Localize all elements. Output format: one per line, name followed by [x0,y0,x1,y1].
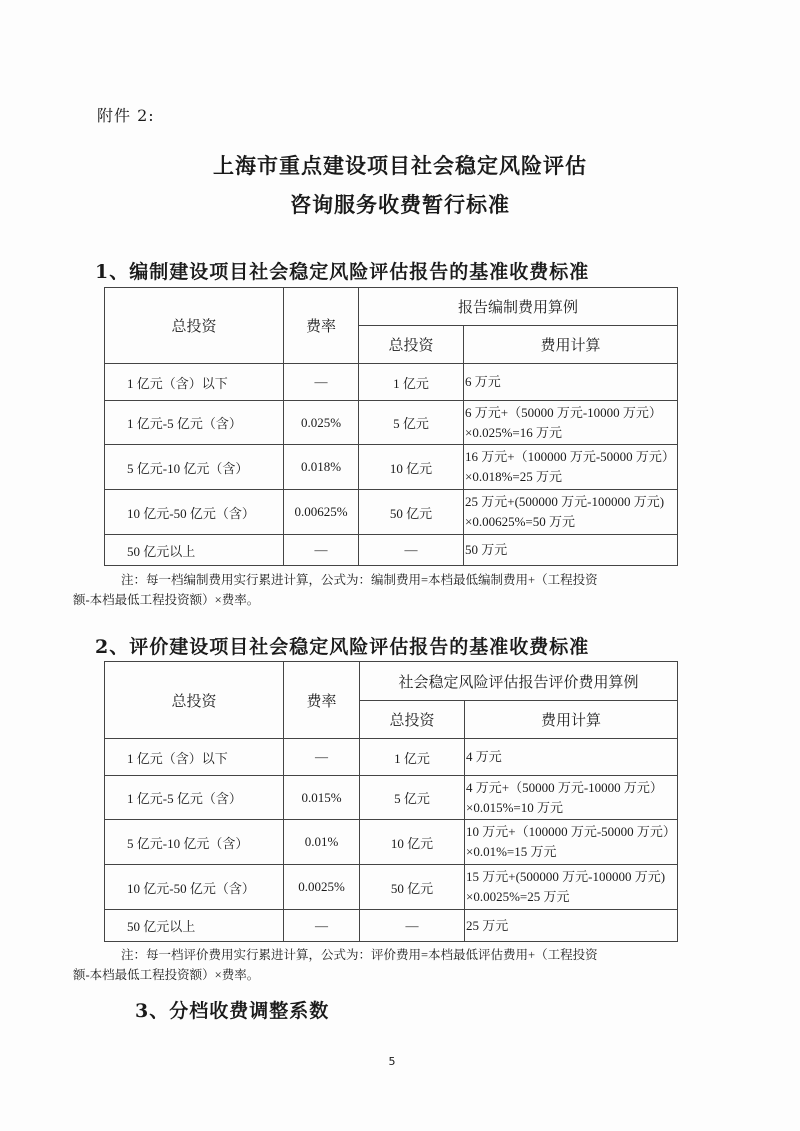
table-row [105,739,678,776]
calc-line2: ×0.00625%=50 万元 [465,514,575,529]
calc-line2: ×0.015%=10 万元 [466,799,563,815]
calc-line1: 15 万元+(500000 万元-100000 万元) [466,869,666,884]
cell-calc [464,445,678,490]
cell-range: 10 亿元-50 亿元（含） [105,490,284,535]
cell-rate: — [284,364,359,401]
cell-rate: — [284,535,359,566]
header-example-group: 报告编制费用算例 [359,288,678,326]
cell-rate: — [284,739,360,776]
cell-range: 50 亿元以上 [105,535,284,566]
header-example-calc: 费用计算 [464,326,678,364]
document-title-line1: 上海市重点建设项目社会稳定风险评估 [213,153,587,178]
cell-rate: 0.0025% [284,865,360,910]
section1-note [73,570,687,610]
table-row [105,865,678,910]
section3-heading: 3、分档收费调整系数 [135,1000,330,1022]
note-line2: 额-本档最低工程投资额）×费率。 [73,593,260,607]
cell-rate: 0.018% [284,445,359,490]
cell-example-investment: 1 亿元 [359,364,464,401]
cell-rate: 0.01% [284,820,360,865]
cell-range: 50 亿元以上 [105,910,284,942]
cell-range: 1 亿元-5 亿元（含） [105,401,284,445]
header-example-group: 社会稳定风险评估报告评价费用算例 [360,662,678,701]
cell-range: 1 亿元（含）以下 [105,364,284,401]
cell-example-investment: 50 亿元 [360,865,465,910]
table-row [105,535,678,566]
calc-line2: ×0.025%=16 万元 [465,424,562,440]
cell-calc [465,820,678,865]
header-rate: 费率 [284,288,359,364]
table-row [105,776,678,820]
cell-example-investment: 10 亿元 [359,445,464,490]
cell-example-investment: 10 亿元 [360,820,465,865]
section2-fee-table [104,661,678,942]
calc-line2: ×0.0025%=25 万元 [466,889,570,904]
cell-calc [465,865,678,910]
cell-range: 5 亿元-10 亿元（含） [105,820,284,865]
cell-range: 5 亿元-10 亿元（含） [105,445,284,490]
cell-rate: — [284,910,360,942]
cell-example-investment: 1 亿元 [360,739,465,776]
section1-fee-table [104,287,678,566]
cell-calc [464,401,678,445]
page-number: 5 [388,1055,396,1068]
cell-calc [464,364,678,401]
note-line1: 注：每一档评价费用实行累进计算，公式为：评价费用=本档最低评估费用+（工程投资 [121,948,598,962]
calc-line1: 6 万元 [465,374,501,389]
calc-line1: 25 万元 [466,917,509,933]
note-line2: 额-本档最低工程投资额）×费率。 [73,968,260,982]
cell-calc [464,535,678,566]
attachment-label: 附件 2: [97,106,155,125]
section2-heading: 2、评价建设项目社会稳定风险评估报告的基准收费标准 [95,636,590,658]
table-row [105,445,678,490]
table-row [105,910,678,942]
header-example-investment: 总投资 [359,326,464,364]
cell-calc [465,910,678,942]
cell-example-investment: 5 亿元 [360,776,465,820]
calc-line1: 4 万元+（50000 万元-10000 万元） [466,779,663,795]
cell-calc [465,739,678,776]
cell-example-investment: — [359,535,464,566]
calc-line1: 50 万元 [465,542,508,557]
calc-line1: 10 万元+（100000 万元-50000 万元） [466,824,676,839]
header-example-investment: 总投资 [360,701,465,739]
header-total-investment: 总投资 [105,288,284,364]
cell-range: 1 亿元-5 亿元（含） [105,776,284,820]
calc-line1: 4 万元 [466,749,502,764]
cell-rate: 0.015% [284,776,360,820]
cell-rate: 0.00625% [284,490,359,535]
calc-line1: 16 万元+（100000 万元-50000 万元） [465,449,675,464]
calc-line1: 25 万元+(500000 万元-100000 万元) [465,494,665,509]
calc-line2: ×0.01%=15 万元 [466,844,557,859]
document-title-line2: 咨询服务收费暂行标准 [290,192,510,217]
table-row [105,364,678,401]
header-example-calc: 费用计算 [465,701,678,739]
cell-example-investment: 50 亿元 [359,490,464,535]
cell-example-investment: — [360,910,465,942]
cell-example-investment: 5 亿元 [359,401,464,445]
calc-line2: ×0.018%=25 万元 [465,469,562,484]
table-row [105,820,678,865]
cell-calc [465,776,678,820]
cell-range: 10 亿元-50 亿元（含） [105,865,284,910]
calc-line1: 6 万元+（50000 万元-10000 万元） [465,404,662,420]
cell-range: 1 亿元（含）以下 [105,739,284,776]
header-rate: 费率 [284,662,360,739]
cell-calc [464,490,678,535]
section1-heading: 1、编制建设项目社会稳定风险评估报告的基准收费标准 [95,261,590,283]
table-row [105,401,678,445]
cell-rate: 0.025% [284,401,359,445]
note-line1: 注：每一档编制费用实行累进计算，公式为：编制费用=本档最低编制费用+（工程投资 [121,573,598,587]
header-total-investment: 总投资 [105,662,284,739]
section2-note [73,945,687,985]
table-row [105,490,678,535]
